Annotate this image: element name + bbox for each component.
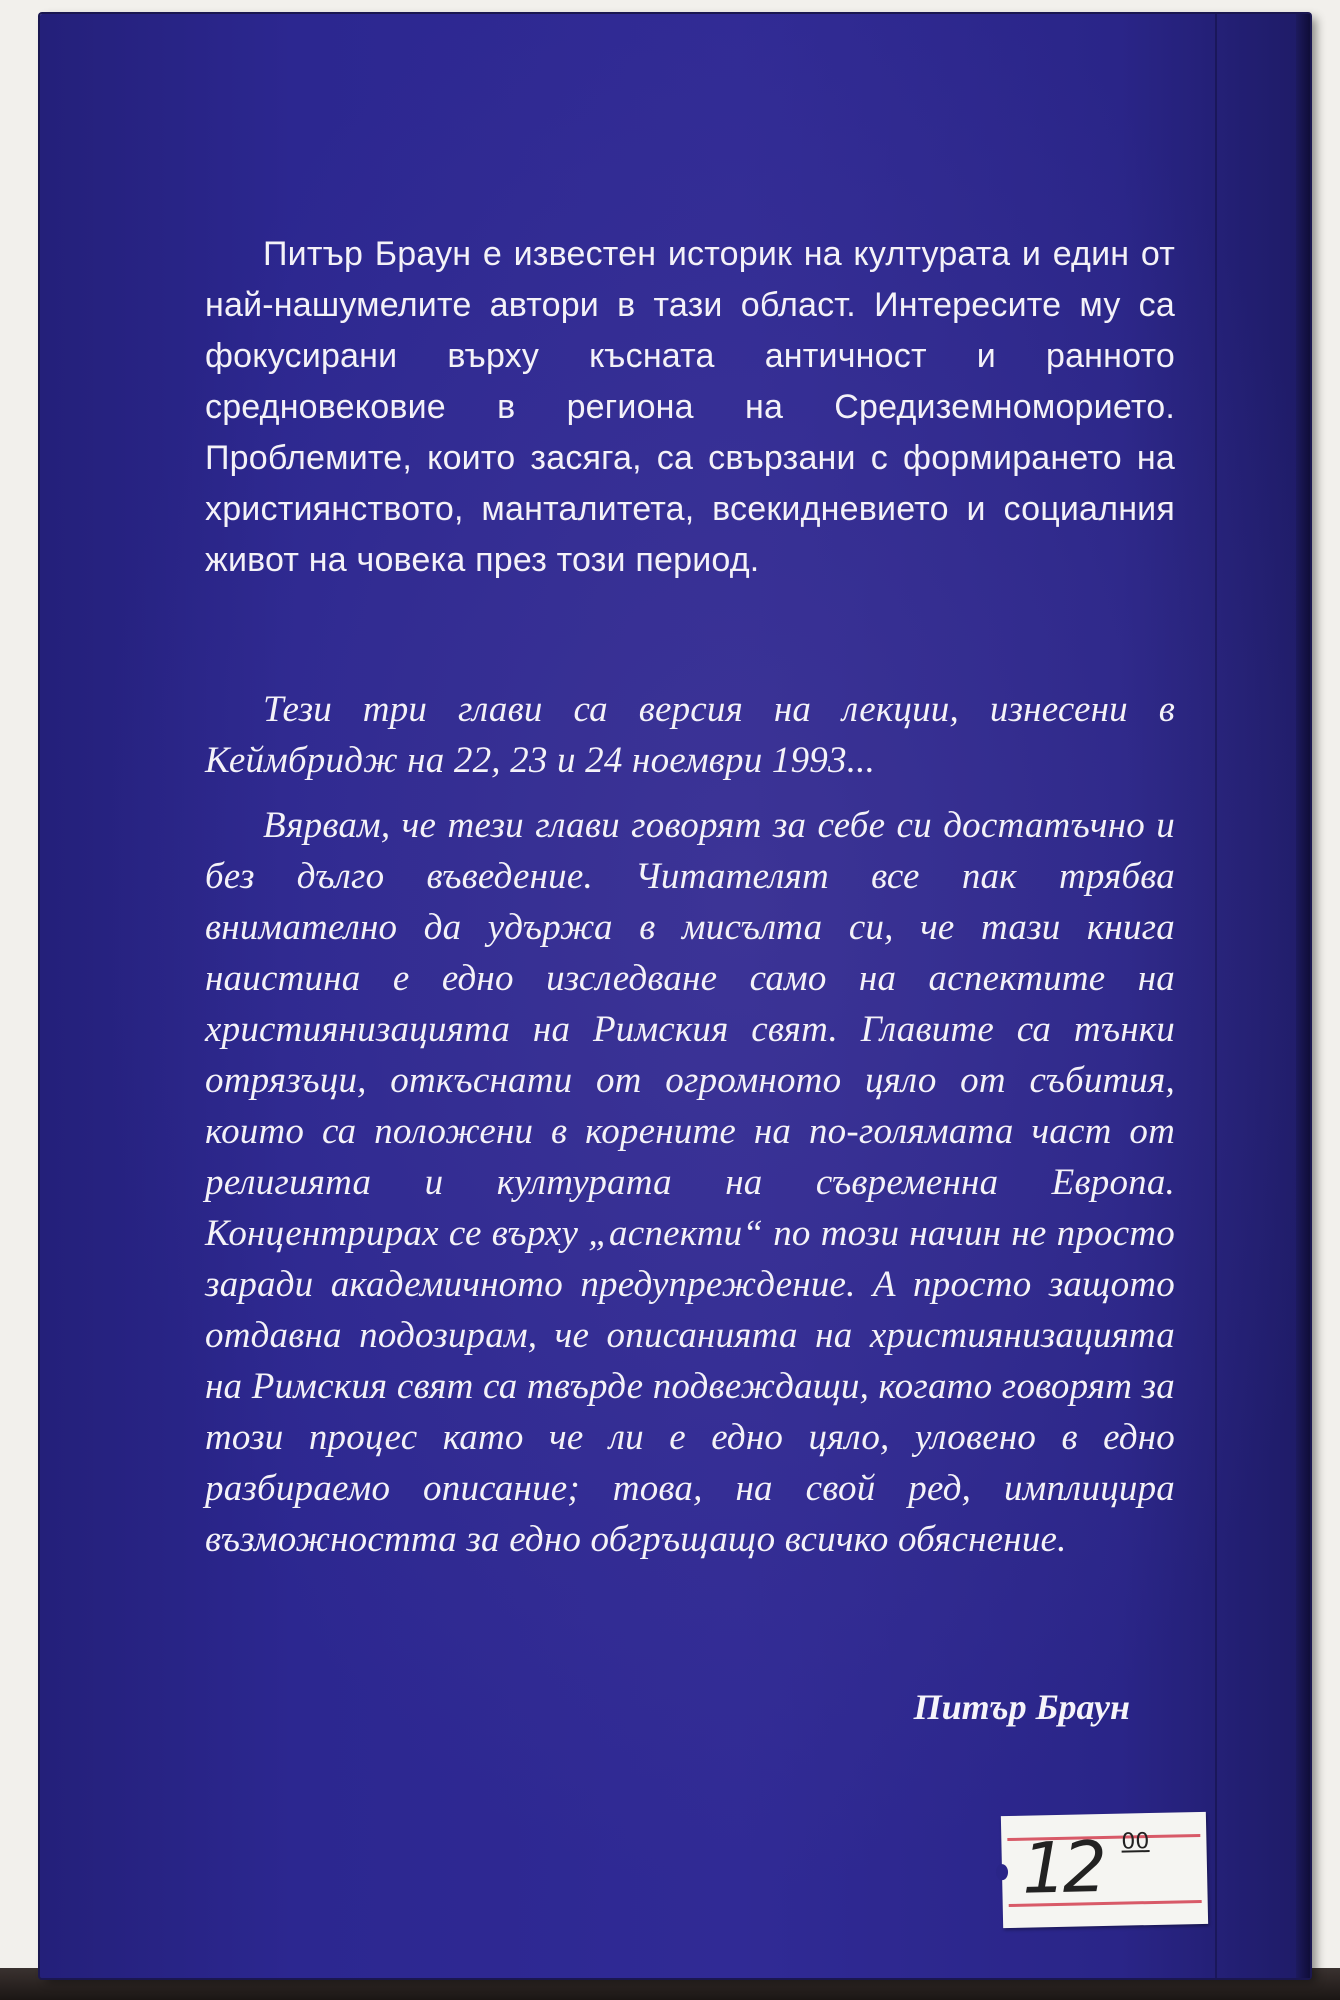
quote-intro: Тези три глави са версия на лекции, изнесени в Кеймбридж на 22, 23 и 24 ноември 1993... (205, 689, 1175, 781)
price-cents: 00 (1121, 1829, 1150, 1855)
price-sticker (1001, 1812, 1208, 1928)
quote-body: Вярвам, че тези глави говорят за себе си достатъчно и без дълго въведение. Читателят все пак трябва внимателно да удържа в мисълта си, че тази книга наистина е едно изследване само на аспектите на християнизацията на Римския свят. Главите са тънки отрязъци, откъснати от огромното цяло от събития, които са положени в корените на по-голямата част от религията и културата на съвременна Европа. Концентрирах се върху „аспекти“ по този начин не просто заради академичното предупреждение. А просто защото отдавна подозирам, че описанията на християнизацията на Римския свят са твърде подвеждащи, когато говорят за този процес като че ли е едно цяло, уловено в едно разбираемо описание; това, на свой ред, имплицира възможността за едно обгръщащо всичко обяснение. (205, 805, 1175, 1560)
book-spine-edge (1296, 14, 1310, 1978)
author-signature: Питър Браун (913, 1687, 1130, 1727)
author-bio (205, 229, 1175, 586)
book-back-cover (40, 14, 1310, 1978)
author-quote (205, 684, 1175, 1565)
cover-fold-line (1215, 14, 1217, 1978)
price-sticker-notch (996, 1864, 1008, 1880)
price-value: 12 (1021, 1826, 1104, 1910)
author-bio-text: Питър Браун е известен историк на културата и един от най-нашумелите автори в тази област. Интересите му са фокусирани върху късната античност и ранното средновековие в региона на Средиземноморието. Проблемите, които засяга, са свързани с формирането на християнството, манталитета, всекидневието и социалния живот на човека през този период. (205, 235, 1175, 579)
